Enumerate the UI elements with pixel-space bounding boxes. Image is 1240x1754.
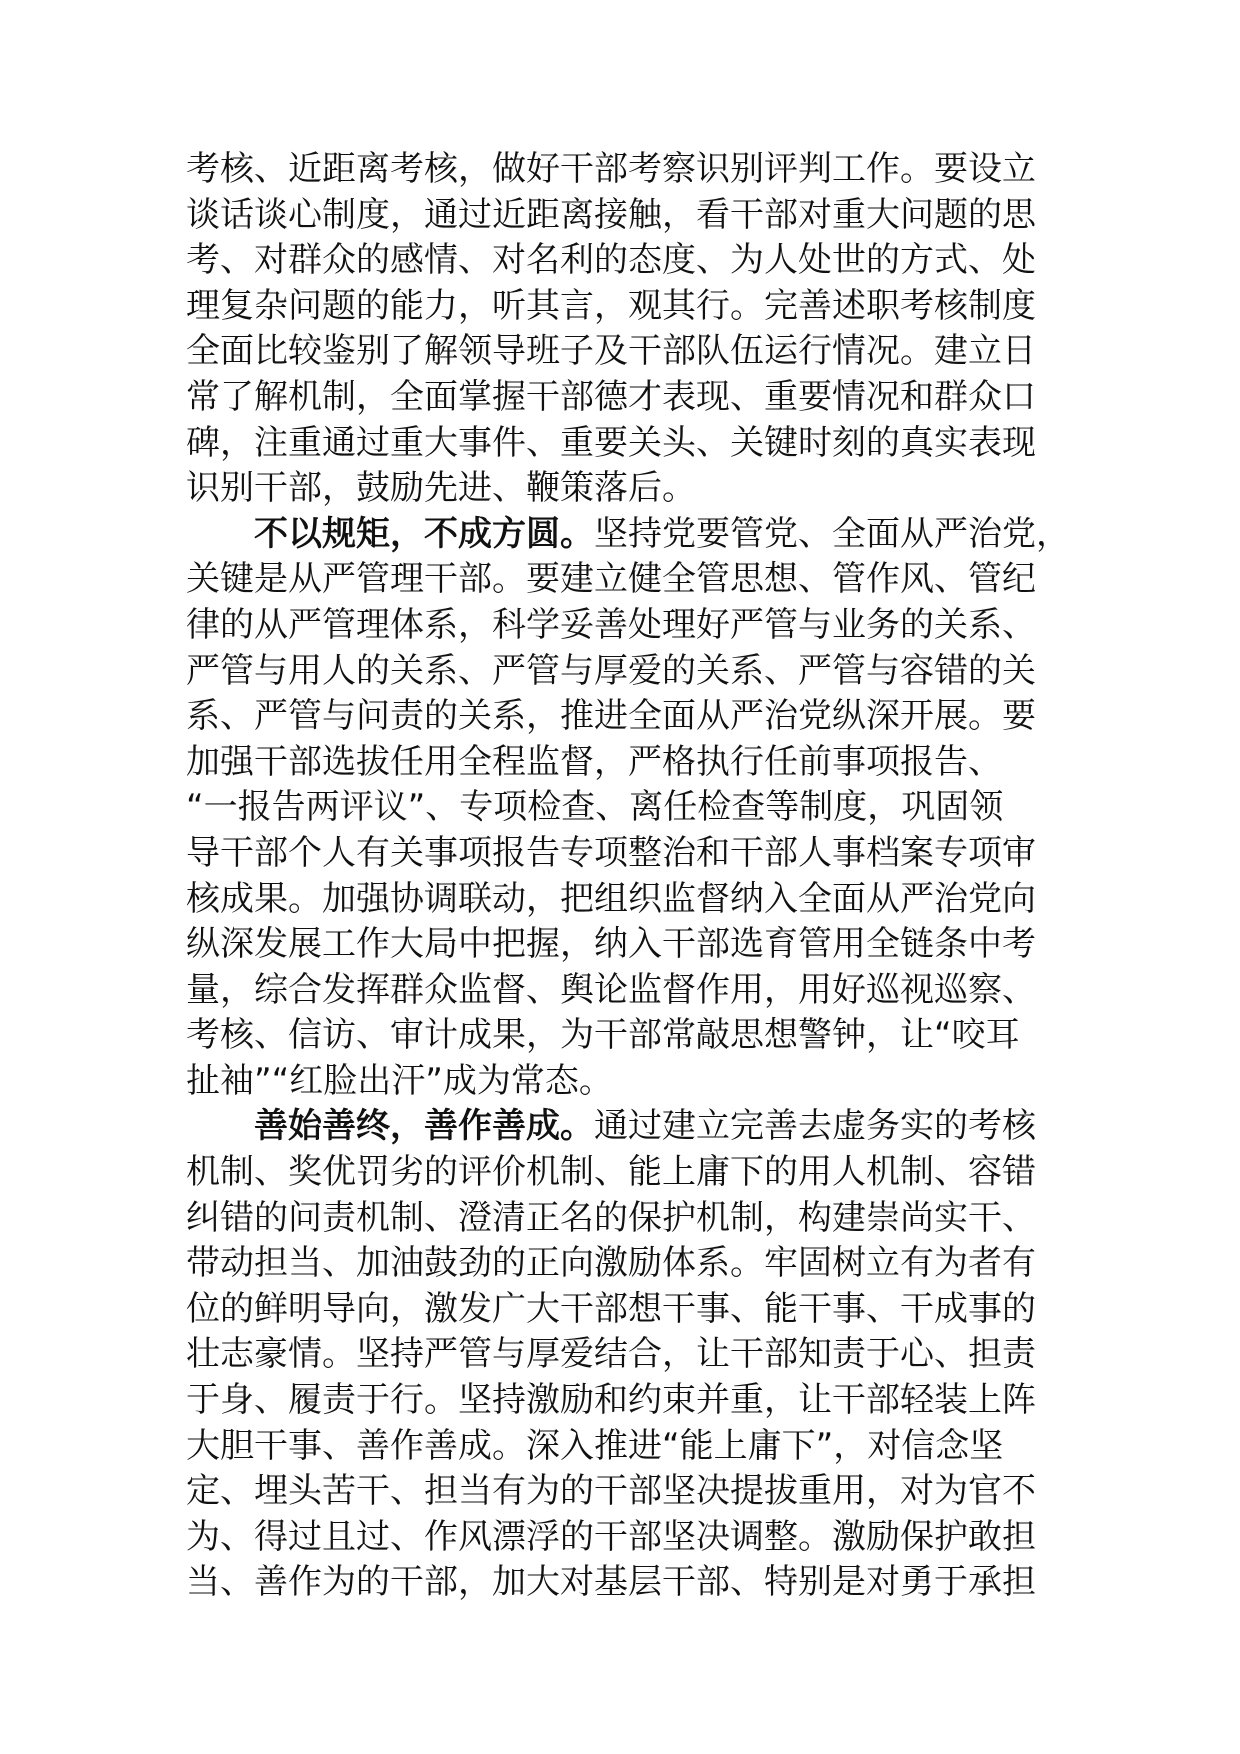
text-line: 严管与用人的关系、严管与厚爱的关系、严管与容错的关 bbox=[186, 650, 1036, 691]
text-line: 考核、近距离考核，做好干部考察识别评判工作。要设立 bbox=[186, 149, 1036, 189]
text-line: 考核、信访、审计成果，为干部常敲思想警钟，让“咬耳 bbox=[186, 1015, 1020, 1056]
text-line: 律的从严管理体系，科学妥善处理好严管与业务的关系、 bbox=[186, 604, 1036, 645]
paragraph-first-line bbox=[186, 512, 1068, 558]
text-line: 系、严管与问责的关系，推进全面从严治党纵深开展。要 bbox=[186, 696, 1036, 737]
text-run: 坚持党要管党、全面从严治党， bbox=[594, 513, 1070, 554]
text-line: 为、得过且过、作风漂浮的干部坚决调整。激励保护敢担 bbox=[186, 1516, 1036, 1557]
text-line: 谈话谈心制度，通过近距离接触，看干部对重大问题的思 bbox=[186, 194, 1036, 235]
text-line: 全面比较鉴别了解领导班子及干部队伍运行情况。建立日 bbox=[186, 331, 1036, 372]
text-line: “一报告两评议”、专项检查、离任检查等制度，巩固领 bbox=[186, 787, 1004, 828]
text-line: 扯袖”“红脸出汗”成为常态。 bbox=[186, 1060, 613, 1101]
paragraph-heading: 善始善终，善作善成。 bbox=[254, 1106, 594, 1147]
text-line: 加强干部选拔任用全程监督，严格执行任前事项报告、 bbox=[186, 741, 1002, 782]
paragraph-rules bbox=[186, 512, 1068, 1105]
text-line: 量，综合发挥群众监督、舆论监督作用，用好巡视巡察、 bbox=[186, 969, 1036, 1010]
text-line: 导干部个人有关事项报告专项整治和干部人事档案专项审 bbox=[186, 832, 1036, 873]
text-line: 大胆干事、善作善成。深入推进“能上庸下”，对信念坚 bbox=[186, 1425, 1004, 1466]
text-line: 于身、履责于行。坚持激励和约束并重，让干部轻装上阵 bbox=[186, 1380, 1036, 1421]
paragraph-good bbox=[186, 1104, 1068, 1606]
paragraph-heading: 不以规矩，不成方圆。 bbox=[254, 513, 594, 554]
text-line: 理复杂问题的能力，听其言，观其行。完善述职考核制度 bbox=[186, 285, 1036, 326]
text-line: 带动担当、加油鼓劲的正向激励体系。牢固树立有为者有 bbox=[186, 1243, 1036, 1284]
text-line: 纵深发展工作大局中把握，纳入干部选育管用全链条中考 bbox=[186, 924, 1036, 965]
text-line: 纠错的问责机制、澄清正名的保护机制，构建崇尚实干、 bbox=[186, 1197, 1036, 1238]
text-line: 关键是从严管理干部。要建立健全管思想、管作风、管纪 bbox=[186, 559, 1036, 600]
text-line: 常了解机制，全面掌握干部德才表现、重要情况和群众口 bbox=[186, 376, 1036, 417]
text-line: 识别干部，鼓励先进、鞭策落后。 bbox=[186, 468, 696, 509]
text-line: 机制、奖优罚劣的评价机制、能上庸下的用人机制、容错 bbox=[186, 1152, 1036, 1193]
text-line: 壮志豪情。坚持严管与厚爱结合，让干部知责于心、担责 bbox=[186, 1334, 1036, 1375]
paragraph-first-line bbox=[186, 1104, 1068, 1150]
text-line: 考、对群众的感情、对名利的态度、为人处世的方式、处 bbox=[186, 240, 1036, 281]
document-body bbox=[186, 147, 1068, 1606]
text-run: 通过建立完善去虚务实的考核 bbox=[594, 1106, 1036, 1147]
text-line: 定、埋头苦干、担当有为的干部坚决提拔重用，对为官不 bbox=[186, 1471, 1036, 1512]
text-line: 碑，注重通过重大事件、重要关头、关键时刻的真实表现 bbox=[186, 422, 1036, 463]
text-line: 当、善作为的干部，加大对基层干部、特别是对勇于承担 bbox=[186, 1562, 1036, 1603]
paragraph-continued bbox=[186, 147, 1068, 512]
text-line: 核成果。加强协调联动，把组织监督纳入全面从严治党向 bbox=[186, 878, 1036, 919]
text-line: 位的鲜明导向，激发广大干部想干事、能干事、干成事的 bbox=[186, 1288, 1036, 1329]
